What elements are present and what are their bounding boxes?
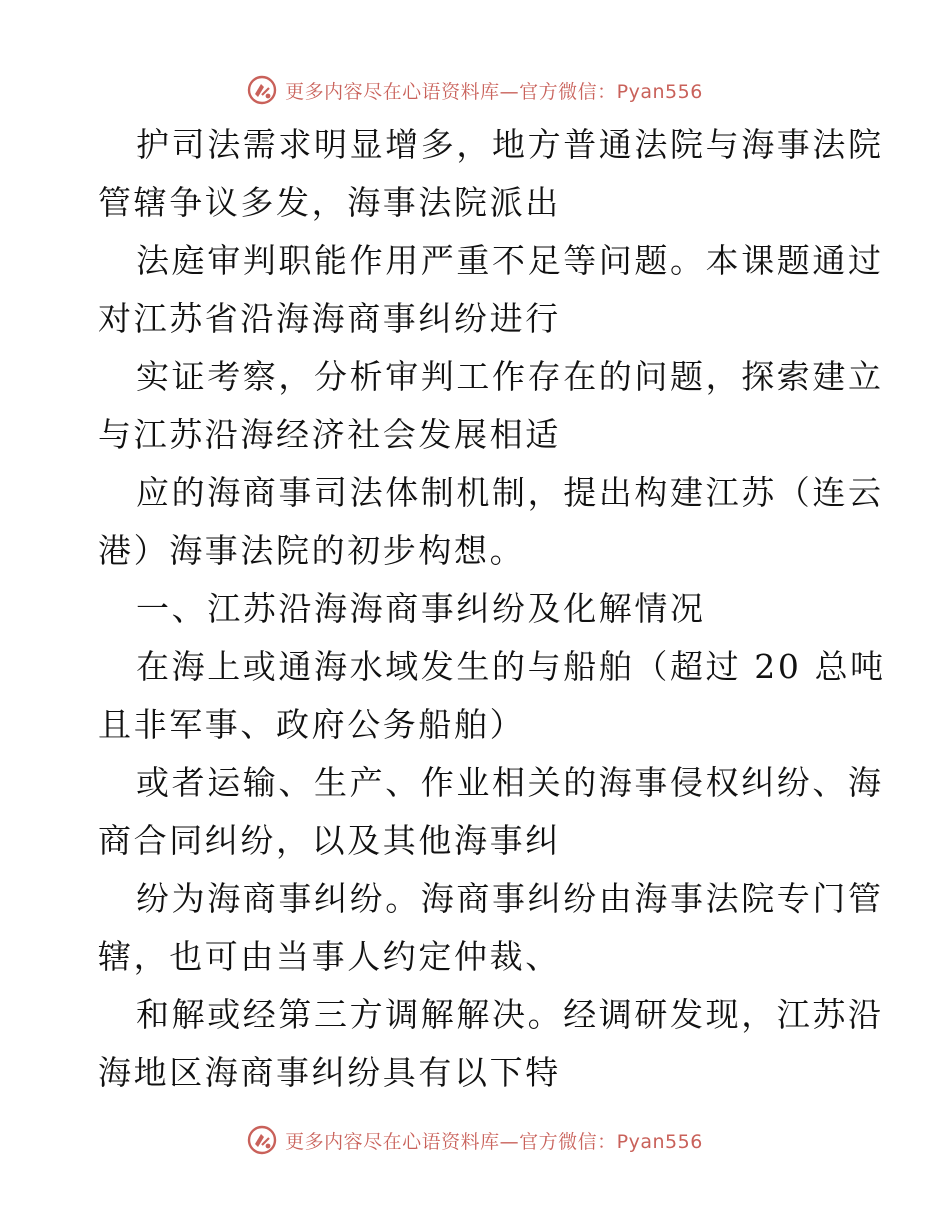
text-line: 或者运输、生产、作业相关的海事侵权纠纷、海	[136, 763, 884, 802]
seal-logo-icon	[247, 75, 277, 105]
text-line: 对江苏省沿海海商事纠纷进行	[98, 299, 561, 338]
footer-watermark	[0, 1122, 950, 1158]
text-line: 一、江苏沿海海商事纠纷及化解情况	[136, 589, 706, 628]
watermark-text: 更多内容尽在心语资料库—官方微信：Pyan556	[285, 1130, 703, 1153]
watermark-text: 更多内容尽在心语资料库—官方微信：Pyan556	[285, 80, 703, 103]
text-line: 管辖争议多发，海事法院派出	[98, 183, 561, 222]
text-line: 和解或经第三方调解解决。经调研发现，江苏沿	[136, 995, 884, 1034]
header-watermark	[0, 72, 950, 108]
text-line: 港）海事法院的初步构想。	[98, 531, 526, 570]
text-line: 实证考察，分析审判工作存在的问题，探索建立	[136, 357, 884, 396]
text-line: 且非军事、政府公务船舶）	[98, 705, 526, 744]
text-line: 辖，也可由当事人约定仲裁、	[98, 937, 561, 976]
text-line: 商合同纠纷，以及其他海事纠	[98, 821, 561, 860]
document-body	[98, 116, 886, 1102]
text-line: 纷为海商事纠纷。海商事纠纷由海事法院专门管	[136, 879, 884, 918]
text-line: 与江苏沿海经济社会发展相适	[98, 415, 561, 454]
text-line: 应的海商事司法体制机制，提出构建江苏（连云	[136, 473, 884, 512]
text-line: 在海上或通海水域发生的与船舶（超过 20 总吨	[136, 647, 886, 686]
text-line: 护司法需求明显增多，地方普通法院与海事法院	[136, 125, 884, 164]
text-line: 法庭审判职能作用严重不足等问题。本课题通过	[136, 241, 884, 280]
seal-logo-icon	[247, 1125, 277, 1155]
text-line: 海地区海商事纠纷具有以下特	[98, 1053, 561, 1092]
